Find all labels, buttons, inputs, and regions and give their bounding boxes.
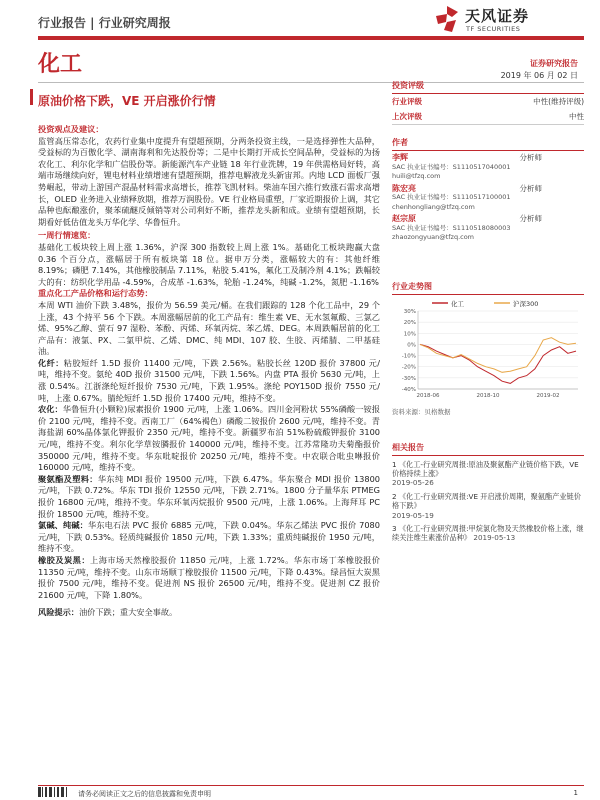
- qr-code-icon: [38, 787, 70, 797]
- series-line: [420, 344, 576, 383]
- chlor-body: 华东电石法 PVC 报价 6885 元/吨，下跌 0.04%。华东乙烯法 PVC 报价 7080 元/吨，下跌 0.53%。轻质纯碱报价 1850 元/吨，下跌 1.33%；重质纯碱报价 1950 元/吨，维持不变。: [38, 520, 380, 554]
- rubber-label: 橡胶及炭黑：: [38, 554, 91, 565]
- related-report-title[interactable]: 2 《化工-行业研究周报:VE 开启涨价周期，聚氨酯产业链价格下跌》: [392, 491, 581, 511]
- main-content: [38, 124, 380, 619]
- analyst-sac: SAC 执业证书编号：S1110517100001: [392, 193, 511, 201]
- related-section: [392, 440, 584, 543]
- risk-paragraph: [38, 607, 380, 619]
- focus-body: 本周 WTI 油价下跌 3.48%，报价为 56.59 美元/桶。在我们跟踪的 128 个化工品中，29 个上涨，43 个持平 56 个下跌。本周涨幅居前的化工产品有：维生素 VE、无水氢氟酸、三氯乙烯、95%乙醇、萤石 97 湿粉、苯酚、丙烯、环氧丙烷、苯乙烯、DEG。本周跌幅居前的化工产品有：液氯、PX、二氯甲烷、乙烯、DMC、纯 MDI、107 胶、生胶、丙烯腈、二甲基硅油。: [38, 299, 380, 357]
- related-report-title[interactable]: 1 《化工-行业研究周报:原油及聚氨酯产业链价格下跌，VE 价格持续上涨》: [392, 459, 579, 478]
- series-line: [420, 337, 576, 372]
- y-tick-label: 10%: [403, 330, 416, 337]
- rating-row: [392, 94, 584, 109]
- analyst-sac: SAC 执业证书编号：S1110517040001: [392, 162, 511, 171]
- rating-value: 中性(维持评级): [533, 97, 584, 106]
- week-heading: 一周行情速览：: [38, 230, 96, 241]
- header-tag: 行业报告 | 行业研究周报: [38, 16, 171, 30]
- author-section: [392, 135, 584, 243]
- pu-paragraph: [38, 474, 380, 520]
- logo-mark-icon: [432, 4, 462, 34]
- analyst-name: 赵宗原: [392, 214, 416, 223]
- logo-text-en: TF SECURITIES: [466, 25, 521, 33]
- agri-paragraph: [38, 404, 380, 474]
- agri-body: 华鲁恒升(小颗粒)尿素报价 1900 元/吨，上涨 1.06%。四川金河粉状 55%磷酸一铵报价 2100 元/吨，维持不变。西南工厂（64%褐色）磷酸二铵报价 2600 元/吨，维持不变。青海盐湖 60%晶体氯化钾报价 2350 元/吨，维持不变。新疆罗布泊 51%粉硫酸钾报价 3100 元/吨，维持不变。利尔化学草铵膦报价 140000 元/吨，维持不变。江苏常隆功夫菊酯报价 350000 元/吨，维持不变。华东吡啶报价 20250 元/吨，维持不变。中农联合吡虫啉报价 160000 元/吨，维持不变。: [38, 404, 380, 473]
- logo-text-cn: 天风证券: [465, 7, 530, 25]
- y-tick-label: -10%: [401, 353, 416, 360]
- y-tick-label: 0%: [407, 341, 416, 348]
- y-tick-label: -30%: [401, 375, 416, 382]
- pu-label: 聚氨酯及塑料：: [38, 473, 98, 484]
- y-tick-label: -20%: [401, 364, 416, 371]
- title-marker: [30, 89, 33, 105]
- week-body: 基础化工板块较上周上涨 1.36%，沪深 300 指数较上周上涨 1%。基础化工板块跑赢大盘 0.36 个百分点，涨幅居于所有板块第 18 位。据申万分类，涨幅较大的有：其他纤维 8.19%；磷肥 7.14%，其他橡胶制品 7.11%，粘胶 5.41%，氟化工及制冷剂 4.1%；跌幅较大的有：纺织化学用品 -4.59%，合成革 -1.63%，轮胎 -1.24%，纯碱 -1.2%，氮肥 -1.16%: [38, 241, 380, 287]
- related-report[interactable]: [392, 460, 584, 488]
- page-number: 1: [573, 789, 578, 797]
- y-tick-label: 20%: [403, 319, 416, 326]
- footer-divider: [38, 785, 584, 786]
- company-logo: [432, 2, 582, 38]
- author-heading: 作者: [392, 135, 584, 151]
- y-tick-label: 30%: [403, 308, 416, 315]
- rating-section: [392, 78, 584, 125]
- trend-section: [392, 279, 584, 416]
- legend-label: 化工: [451, 299, 464, 308]
- related-report-title[interactable]: 3 《化工-行业研究周报:甲烷氯化物及天然橡胶价格上涨，继续关注维生素涨价品种》: [392, 523, 584, 543]
- rubber-body: 上海市场天然橡胶报价 11850 元/吨，上涨 1.72%。华东市场丁苯橡胶报价 11350 元/吨，维持不变。山东市场顺丁橡胶报价 11500 元/吨，下降 0.43%。绿昌恒大炭黑报价 7500 元/吨，维持不变。促进剂 NS 报价 26500 元/吨，维持不变。促进剂 CZ 报价 21600 元/吨，下降 1.80%。: [38, 554, 380, 600]
- header-divider: [38, 36, 584, 40]
- x-tick-label: 2018-10: [476, 392, 500, 399]
- fiber-label: 化纤：: [38, 357, 64, 368]
- analyst-email[interactable]: chenhongliang@tfzq.com: [392, 202, 475, 211]
- report-title: 原油价格下跌，VE 开启涨价行情: [38, 94, 216, 108]
- related-report-date: 2019-05-19: [392, 510, 434, 520]
- viewpoint-body: 监管高压常态化，农药行业集中度提升有望超预期，分两条投资主线，一是选择弹性大品种，受益标的为百傲化学、湖南海利和先达股份等；二是中长期打开成长空间品种，受益标的为扬农化工、利尔化学和广信股份等。新能源汽车产业链 18 年行业洗牌，19 年供需格局好转，高端市场继续向好，锂电材料业绩增速有望超预期，推荐电解液龙头新宙邦。内地 LCD 面板厂强势崛起，带动上游国产混晶材料需求高增长，推荐飞凯材料。柴油车国六推行致涨石需求高增长，OLED 业务进入业绩释放期，推荐万润股份。VE 行业格局重塑，厂家近期报价上调，其它品种也酝酿涨价，聚苯硫醚反倾销等对公司利好不断，推荐龙头新和成。业绩有望超预期，长期看好低估值龙头万华化学、华鲁恒升。: [38, 135, 380, 227]
- pu-body: 华东纯 MDI 报价 19500 元/吨，下跌 6.47%。华东聚合 MDI 报价 13800 元/吨，下跌 0.72%。华东 TDI 报价 12550 元/吨，下跌 2.71%。1800 分子量华东 PTMEG 报价 16800 元/吨，维持不变。华东环氧丙烷报价 9500 元/吨，上涨 1.06%。上海拜耳 PC 报价 18500 元/吨，维持不变。: [38, 473, 380, 519]
- x-tick-label: 2019-02: [536, 392, 560, 399]
- sector-title: 化工: [38, 52, 83, 77]
- legend-label: 沪深300: [513, 299, 539, 308]
- viewpoint-heading: 投资观点及建议：: [38, 124, 104, 134]
- chlor-paragraph: [38, 520, 380, 555]
- related-report[interactable]: [392, 524, 584, 543]
- analyst-card: [392, 184, 584, 213]
- analyst-role: 分析师: [519, 183, 542, 193]
- analyst-email[interactable]: huili@tfzq.com: [392, 172, 441, 180]
- rating-key: 行业评级: [392, 97, 422, 106]
- related-report-date: 2019-05-26: [392, 478, 434, 488]
- analyst-email[interactable]: zhaozongyuan@tfzq.com: [392, 233, 475, 241]
- sidebar: [392, 78, 584, 543]
- rating-value: 中性: [569, 112, 584, 121]
- related-report[interactable]: [392, 492, 584, 520]
- risk-body: 油价下跌；重大安全事故。: [78, 607, 178, 618]
- x-tick-label: 2018-06: [416, 392, 440, 399]
- analyst-sac: SAC 执业证书编号：S1110518080003: [392, 223, 511, 232]
- fiber-paragraph: [38, 358, 380, 404]
- footer-disclaimer: 请务必阅读正文之后的信息披露和免责申明: [78, 790, 211, 798]
- related-heading: 相关报告: [392, 440, 584, 456]
- report-date: 2019 年 06 月 02 日: [500, 71, 578, 80]
- rating-heading: 投资评级: [392, 78, 584, 94]
- trend-chart-svg: [392, 297, 584, 405]
- agri-label: 农化：: [38, 404, 63, 415]
- risk-label: 风险提示：: [38, 607, 79, 618]
- rating-key: 上次评级: [392, 112, 422, 121]
- report-type: 证券研究报告: [530, 59, 578, 68]
- trend-heading: 行业走势图: [392, 279, 584, 295]
- analyst-card: [392, 153, 584, 182]
- related-report-date: 2019-05-13: [473, 533, 516, 543]
- rating-row: [392, 109, 584, 125]
- chlor-label: 氯碱、纯碱：: [38, 520, 89, 531]
- analyst-card: [392, 214, 584, 243]
- analyst-name: 陈宏亮: [392, 183, 416, 193]
- analyst-role: 分析师: [519, 214, 542, 223]
- analyst-name: 李辉: [392, 153, 408, 162]
- analyst-role: 分析师: [519, 153, 542, 162]
- rubber-paragraph: [38, 555, 380, 601]
- chart-source: 资料来源：贝格数据: [392, 407, 451, 416]
- focus-heading: 重点化工产品价格和运行态势：: [38, 288, 153, 299]
- trend-chart: [392, 297, 584, 405]
- fiber-body: 粘胶短纤 1.5D 报价 11400 元/吨，下跌 2.56%。粘胶长丝 120D 报价 37800 元/吨，维持不变。氨纶 40D 报价 31500 元/吨，下跌 1.56%。内盘 PTA 报价 5630 元/吨，上涨 0.54%。江浙涤纶短纤报价 7530 元/吨，下跌 1.95%。涤纶 POY150D 报价 7550 元/吨，上涨 0.67%。腈纶短纤 1.5D 报价 17400 元/吨，维持不变。: [38, 357, 380, 403]
- y-tick-label: -40%: [401, 386, 416, 393]
